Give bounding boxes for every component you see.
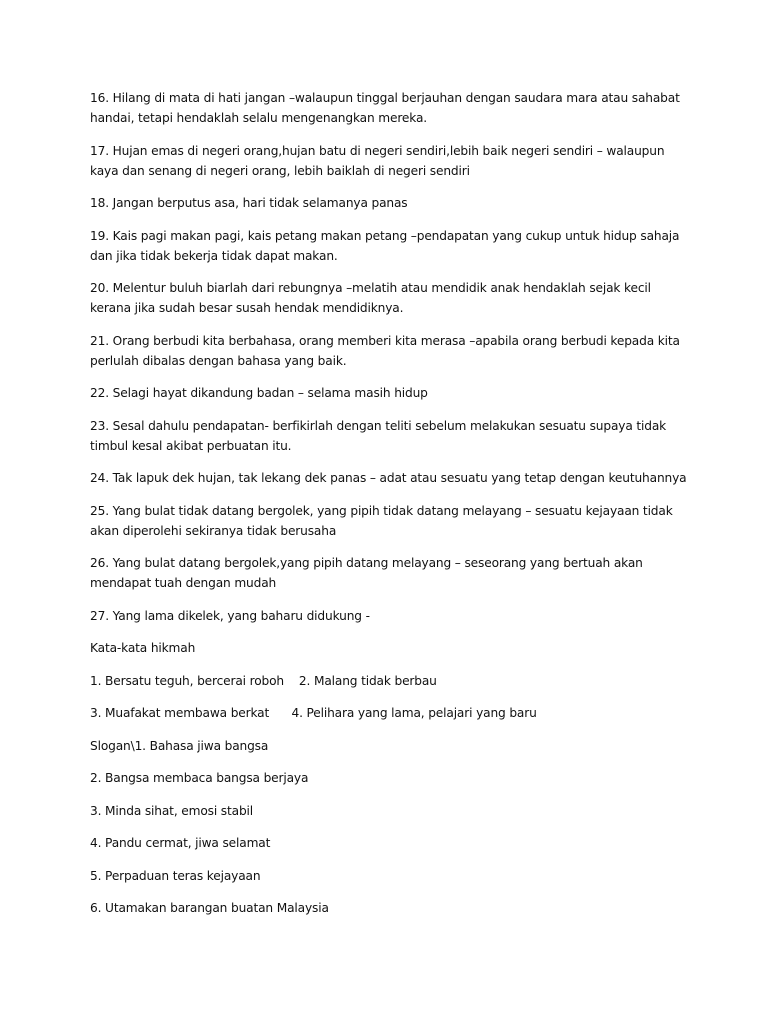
peribahasa-25: 25. Yang bulat tidak datang bergolek, yang pipih tidak datang melayang – sesuatu kejayaan tidak akan diperolehi sekiranya tidak berusaha <box>90 503 673 538</box>
peribahasa-21: 21. Orang berbudi kita berbahasa, orang memberi kita merasa –apabila orang berbudi kepada kita perlulah dibalas dengan bahasa yang baik. <box>90 333 680 368</box>
slogan-line-2: 2. Bangsa membaca bangsa berjaya <box>90 771 309 785</box>
peribahasa-20: 20. Melentur buluh biarlah dari rebungnya –melatih atau mendidik anak hendaklah sejak kecil kerana jika sudah besar susah hendak mendidiknya. <box>90 281 651 315</box>
peribahasa-23: 23. Sesal dahulu pendapatan- berfikirlah dengan teliti sebelum melakukan sesuatu supaya tidak timbul kesal akibat perbuatan itu. <box>90 418 667 453</box>
peribahasa-19: 19. Kais pagi makan pagi, kais petang makan petang –pendapatan yang cukup untuk hidup sahaja dan jika tidak bekerja tidak dapat makan. <box>90 228 680 263</box>
peribahasa-26: 26. Yang bulat datang bergolek,yang pipih datang melayang – seseorang yang bertuah akan mendapat tuah dengan mudah <box>90 556 643 590</box>
peribahasa-16: 16. Hilang di mata di hati jangan –walaupun tinggal berjauhan dengan saudara mara atau sahabat handai, tetapi hendaklah selalu mengenangkan mereka. <box>90 91 680 125</box>
peribahasa-18: 18. Jangan berputus asa, hari tidak selamanya panas <box>90 196 408 210</box>
slogan-line-4: 4. Pandu cermat, jiwa selamat <box>90 836 271 850</box>
peribahasa-27: 27. Yang lama dikelek, yang baharu didukung - <box>90 608 370 623</box>
peribahasa-17: 17. Hujan emas di negeri orang,hujan batu di negeri sendiri,lebih baik negeri sendiri – walaupun kaya dan senang di negeri orang, lebih baiklah di negeri sendiri <box>90 143 665 178</box>
kata-hikmah-line-2: 3. Muafakat membawa berkat 4. Pelihara yang lama, pelajari yang baru <box>90 706 537 720</box>
slogan-line-3: 3. Minda sihat, emosi stabil <box>90 803 254 818</box>
kata-hikmah-line-1: 1. Bersatu teguh, bercerai roboh 2. Malang tidak berbau <box>90 673 437 688</box>
peribahasa-24: 24. Tak lapuk dek hujan, tak lekang dek panas – adat atau sesuatu yang tetap dengan keutuhannya <box>90 471 687 485</box>
slogan-line-6: 6. Utamakan barangan buatan Malaysia <box>90 901 329 915</box>
slogan-line-5: 5. Perpaduan teras kejayaan <box>90 868 261 883</box>
slogan-line-1: Slogan\1. Bahasa jiwa bangsa <box>90 738 269 753</box>
peribahasa-22: 22. Selagi hayat dikandung badan – selama masih hidup <box>90 386 428 400</box>
document-page <box>90 88 690 931</box>
section-heading-kata-kata-hikmah: Kata-kata hikmah <box>90 641 196 655</box>
